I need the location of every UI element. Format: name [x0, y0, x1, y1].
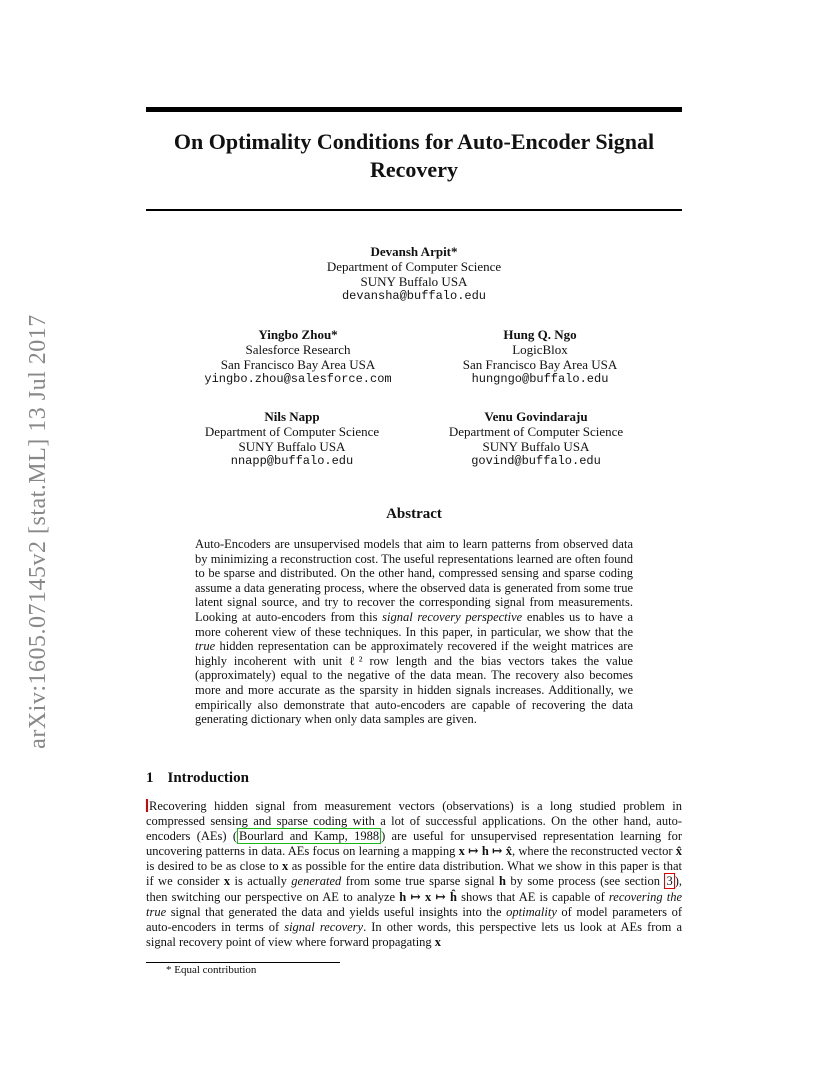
author-block-napp [178, 409, 406, 469]
author-block-govindaraju [422, 409, 650, 469]
author-name: Hung Q. Ngo [503, 327, 577, 342]
author-name: Devansh Arpit* [370, 244, 458, 259]
author-name: Nils Napp [264, 409, 320, 424]
section-heading-introduction: 1 Introduction [146, 770, 249, 786]
author-email[interactable]: nnapp@buffalo.edu [230, 454, 354, 468]
author-location: San Francisco Bay Area USA [462, 357, 618, 372]
citation-link[interactable]: Bourlard and Kamp, 1988 [239, 829, 380, 844]
author-location: San Francisco Bay Area USA [220, 357, 376, 372]
text-cursor-marker [146, 799, 148, 812]
author-location: SUNY Buffalo USA [360, 274, 468, 289]
title-rule-bottom [146, 209, 682, 211]
abstract-heading: Abstract [386, 506, 442, 522]
section-reference-link[interactable]: 3 [666, 874, 673, 889]
author-email[interactable]: devansha@buffalo.edu [341, 289, 487, 303]
author-affiliation: Department of Computer Science [204, 424, 380, 439]
abstract-body: Auto-Encoders are unsupervised models that aim to learn patterns from observed data by minimizing a reconstruction cost. The useful representations learned are often found to be sparse and distributed. On the other hand, compressed sensing and sparse coding assume a data generating process, where the observed data is generated from some true latent signal source, and try to recover the corresponding signal from measurements. Looking at auto-encoders from this signal recovery perspective enables us to have a more coherent view of these techniques. In this paper, in particular, we show that the true hidden representation can be approximately recovered if the weight matrices are highly incoherent with unit ℓ² row length and the bias vectors takes the value (approximately) equal to the negative of the data mean. The recovery also becomes more and more accurate as the sparsity in hidden signals increases. Additionally, we empirically also demonstrate that auto-encoders are capable of recovering the data generating dictionary when only data samples are given. [195, 537, 634, 727]
author-affiliation: Salesforce Research [245, 342, 351, 357]
author-name: Yingbo Zhou* [258, 327, 338, 342]
author-affiliation: Department of Computer Science [448, 424, 624, 439]
author-email[interactable]: hungngo@buffalo.edu [471, 372, 609, 386]
introduction-paragraph: Recovering hidden signal from measurement vectors (observations) is a long studied problem in compressed sensing and sparse coding with a lot of successful applications. On the other hand, auto-encoders (AEs) ( Bourlard and Kamp, 1988 ) are useful for unsupervised representation learning for uncovering patterns in data. AEs focus on learning a mapping x ↦ h ↦ x̂, where the reconstructed vector x̂ is desired to be as close to x as possible for the entire data distribution. What we show in this paper is that if we consider x is actually generated from some true sparse signal h by some process (see section 3 ), then switching our perspective on AE to analyze h ↦ x ↦ ĥ shows that AE is capable of recovering the true signal that generated the data and yields useful insights into the optimality of model parameters of auto-encoders in terms of signal recovery. In other words, this perspective lets us look at AEs from a signal recovery point of view where forward propagating x [146, 799, 683, 949]
footnote-rule [146, 962, 340, 963]
author-email[interactable]: govind@buffalo.edu [471, 454, 601, 468]
author-email[interactable]: yingbo.zhou@salesforce.com [204, 372, 392, 386]
footnote: * Equal contribution [166, 964, 257, 976]
title-rule-top [146, 107, 682, 112]
paper-title: On Optimality Conditions for Auto-Encoder Signal Recovery [173, 129, 655, 182]
author-affiliation: LogicBlox [512, 342, 568, 357]
author-location: SUNY Buffalo USA [238, 439, 346, 454]
author-block-zhou [178, 327, 418, 387]
author-location: SUNY Buffalo USA [482, 439, 590, 454]
author-block-arpit [264, 244, 564, 304]
arxiv-identifier: arXiv:1605.07145v2 [stat.ML] 13 Jul 2017 [24, 313, 51, 749]
author-name: Venu Govindaraju [484, 409, 588, 424]
author-block-ngo [420, 327, 660, 387]
author-affiliation: Department of Computer Science [326, 259, 502, 274]
